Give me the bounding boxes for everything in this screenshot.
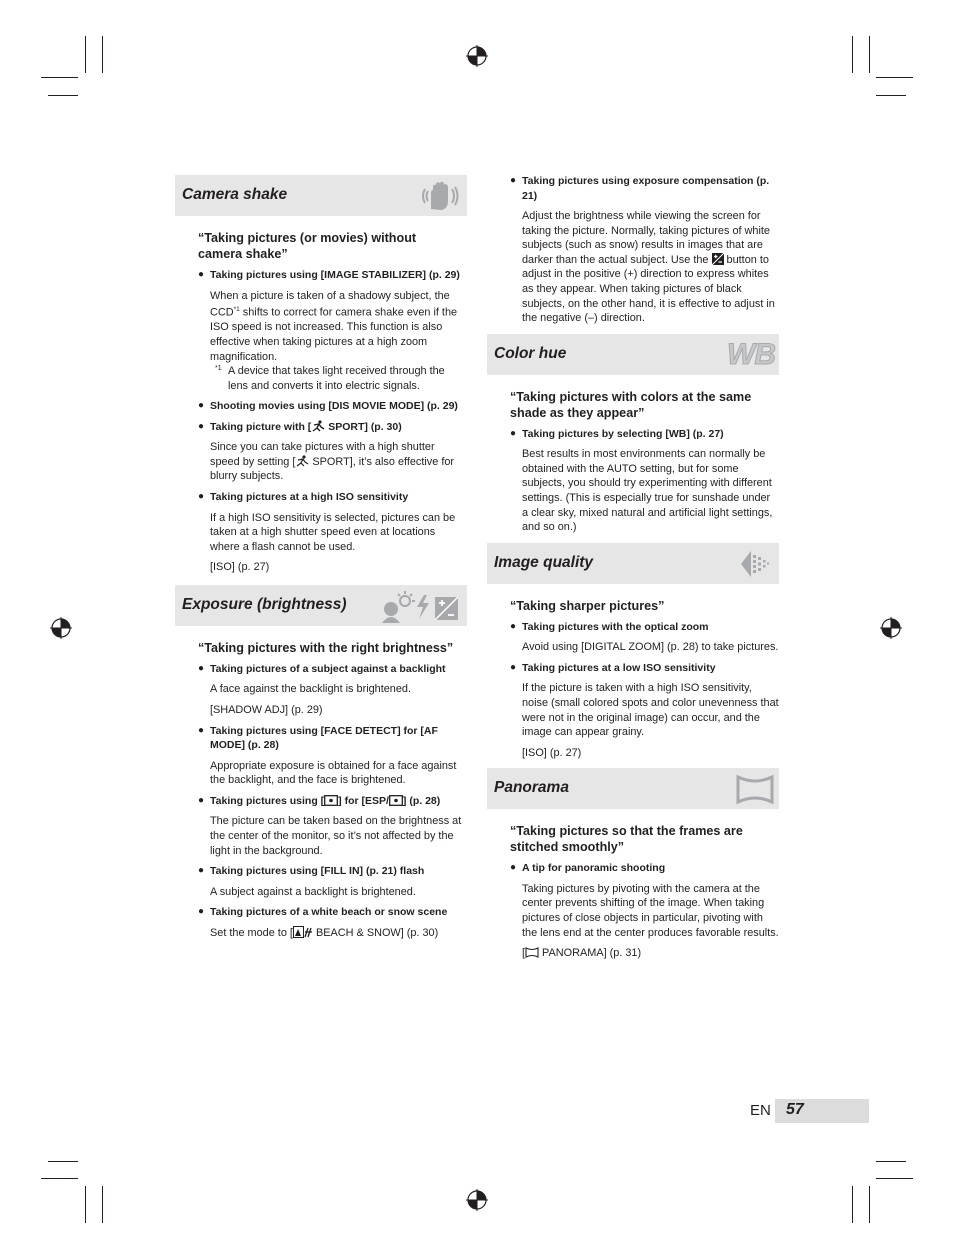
body-paragraph: Taking pictures by pivoting with the camera at the center prevents shifting of the image. When taking pictures of close objects in particular, pivoting with the lens end at the center produces favorable results. <box>522 882 779 939</box>
exposure-brightness-icon <box>379 589 463 623</box>
section-subhead: “Taking sharper pictures” <box>510 598 665 613</box>
panorama-icon <box>729 772 775 806</box>
bullet-item: ● Taking pictures at a high ISO sensitivity <box>198 491 409 504</box>
body-paragraph: Best results in most environments can normally be obtained with the AUTO setting, but for some subjects, you should try experimenting with different settings. (This is especially true for sunshade under a clear sky, mixed natural and artificial light settings, and so on.) <box>522 448 773 534</box>
registration-mark-icon <box>466 1189 488 1211</box>
body-paragraph: Appropriate exposure is obtained for a face against the backlight, and the face is brightened. <box>210 759 457 787</box>
section-subhead: “Taking pictures so that the frames are stitched smoothly” <box>510 824 743 855</box>
camera-shake-hand-icon <box>417 179 463 213</box>
bullet-item: ● Taking pictures at a low ISO sensitivity <box>510 661 716 674</box>
body-paragraph: Avoid using [DIGITAL ZOOM] (p. 28) to take pictures. <box>522 641 779 654</box>
body-paragraph: Set the mode to [ BEACH & SNOW] (p. 30) <box>210 926 439 939</box>
panorama-icon <box>525 947 539 958</box>
page-number: 57 <box>786 1101 804 1118</box>
exposure-header <box>175 585 467 626</box>
bullet-item: ● Taking pictures using [FILL IN] (p. 21) flash <box>198 865 425 878</box>
registration-mark-icon <box>50 617 72 639</box>
registration-mark-icon <box>466 45 488 67</box>
body-paragraph: When a picture is taken of a shadowy subject, the CCD$^{*1}$ shifts to correct for camera shake even if the ISO speed is not increased. This function is also effective when taking pictures at a high zoom magnification. <box>210 289 458 363</box>
spot-metering-icon <box>324 795 338 806</box>
reference-text: [ISO] (p. 27) <box>522 746 582 759</box>
language-label: EN <box>750 1102 771 1119</box>
section-subhead: “Taking pictures with colors at the same shade as they appear” <box>510 389 752 420</box>
section-title: Panorama <box>494 779 569 797</box>
bullet-item: ● Taking pictures of a subject against a backlight <box>198 662 446 675</box>
bullet-item: ● Taking picture with [ SPORT] (p. 30) <box>198 420 402 433</box>
spot-metering-icon <box>389 795 403 806</box>
right-column <box>487 174 779 961</box>
body-paragraph: Adjust the brightness while viewing the screen for taking the picture. Normally, taking pictures of white subjects (such as snow) results in images that are darker than the actual subject. Use the button to adjust in the positive (+) direction to express whites as they appear. When taking pictures of black subjects, on the other hand, it is effective to adjust in the negative (–) direction. <box>522 210 775 325</box>
color-hue-header <box>487 334 779 375</box>
body-paragraph: A face against the backlight is brightened. <box>210 683 412 696</box>
body-paragraph: Since you can take pictures with a high shutter speed by setting [ SPORT], it’s also effective for blurry subjects. <box>210 441 455 483</box>
body-paragraph: The picture can be taken based on the brightness at the center of the monitor, so it’s not affected by the light in the background. <box>210 815 462 857</box>
section-subhead: “Taking pictures (or movies) without camera shake” <box>198 231 417 261</box>
reference-text: [ PANORAMA] (p. 31) <box>522 947 642 960</box>
footnote: *1 A device that takes light received through the lens and converts it into electric signals. <box>215 365 445 392</box>
reference-text: [SHADOW ADJ] (p. 29) <box>210 704 323 717</box>
sport-mode-icon <box>295 455 309 467</box>
section-title: Exposure (brightness) <box>182 595 347 613</box>
section-subhead: “Taking pictures with the right brightness” <box>198 640 454 655</box>
image-quality-header <box>487 543 779 584</box>
section-title: Color hue <box>494 344 567 362</box>
bullet-item: ● Taking pictures using exposure compensation (p. 21) <box>510 175 770 202</box>
body-paragraph: If a high ISO sensitivity is selected, pictures can be taken at a high shutter speed even at locations where a flash cannot be used. <box>210 511 456 553</box>
left-column <box>175 175 467 940</box>
bullet-item: ● Taking pictures of a white beach or snow scene <box>198 906 448 919</box>
registration-mark-icon <box>880 617 902 639</box>
bullet-item: ● A tip for panoramic shooting <box>510 862 666 875</box>
panorama-header <box>487 768 779 809</box>
section-title: Camera shake <box>182 186 288 203</box>
body-paragraph: A subject against a backlight is brightened. <box>210 885 416 898</box>
exposure-compensation-icon <box>712 253 724 265</box>
white-balance-icon: WB <box>727 337 775 371</box>
page-number-tab <box>775 1099 869 1123</box>
bullet-item: ● Taking pictures using [FACE DETECT] for [AF MODE] (p. 28) <box>198 724 438 752</box>
bullet-item: ● Taking pictures with the optical zoom <box>510 620 709 633</box>
image-quality-icon <box>729 547 775 581</box>
beach-snow-icon <box>293 926 313 938</box>
bullet-item: ● Taking pictures using [ ] for [ESP/ ] (p. 28) <box>198 794 441 807</box>
body-paragraph: If the picture is taken with a high ISO sensitivity, noise (small colored spots and color unevenness that were not in the original image) can occur, and the image can appear grainy. <box>522 682 779 739</box>
section-title: Image quality <box>494 553 594 571</box>
bullet-item: ● Shooting movies using [DIS MOVIE MODE] (p. 29) <box>198 400 458 413</box>
bullet-item: ● Taking pictures using [IMAGE STABILIZER] (p. 29) <box>198 269 460 281</box>
camera-shake-header <box>175 175 467 216</box>
sport-mode-icon <box>311 420 325 432</box>
reference-text: [ISO] (p. 27) <box>210 561 270 574</box>
bullet-item: ● Taking pictures by selecting [WB] (p. 27) <box>510 427 724 440</box>
